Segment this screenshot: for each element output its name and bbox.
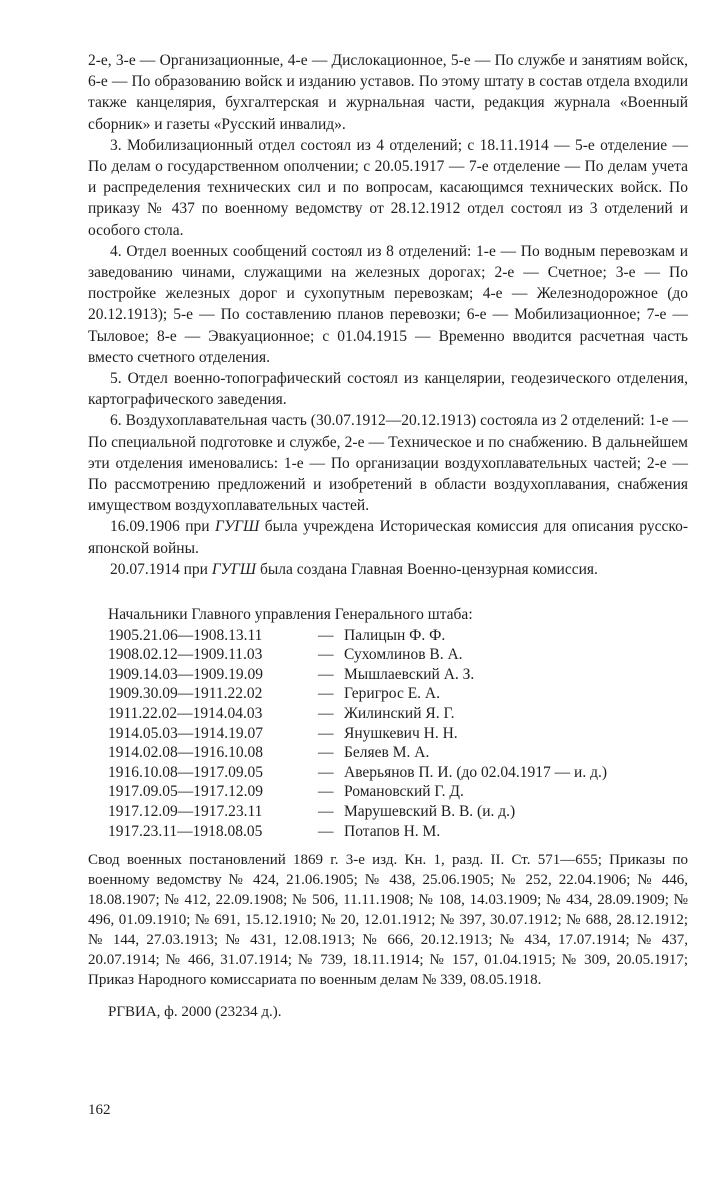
chief-dash: — [318, 685, 334, 703]
chief-row [108, 724, 668, 744]
chief-dates: 1917.12.09—1917.23.11 [108, 802, 263, 820]
chief-dates: 1914.05.03—1914.19.07 [108, 724, 263, 742]
chief-dash: — [318, 822, 334, 840]
chief-dates: 1914.02.08—1916.10.08 [108, 744, 263, 762]
chief-dash: — [318, 646, 334, 664]
chiefs-list [108, 605, 668, 841]
chief-name: Янушкевич Н. Н. [344, 724, 458, 742]
chief-dates: 1911.22.02—1914.04.03 [108, 704, 263, 722]
chief-row [108, 626, 668, 646]
chief-dash: — [318, 744, 334, 762]
paragraph-continuation: 2-е, 3-е — Организационные, 4-е — Дислокационное, 5-е — По службе и занятиям войск, 6-е — По образованию войск и изданию уставов. По этому штату в состав отдела входили также канцелярия, бухгалтерская и журнальная части, редакция журнала «Военный сборник» и газеты «Русский инвалид». [88, 52, 688, 133]
chief-row [108, 665, 668, 685]
chief-row [108, 782, 668, 802]
chief-row [108, 684, 668, 704]
chief-name: Геригрос Е. А. [344, 685, 440, 703]
chief-name: Палицын Ф. Ф. [344, 626, 446, 644]
chief-name: Аверьянов П. И. (до 02.04.1917 — и. д.) [344, 763, 608, 781]
chief-row [108, 645, 668, 665]
chief-dash: — [318, 783, 334, 801]
chief-dates: 1916.10.08—1917.09.05 [108, 763, 263, 781]
paragraph-historical-commission: 16.09.1906 при ГУГШ была учреждена Историческая комиссия для описания русско-японской войны. [88, 518, 688, 557]
chief-row [108, 743, 668, 763]
chief-dash: — [318, 626, 334, 644]
paragraph-military-communications-dept: 4. Отдел военных сообщений состоял из 8 отделений: 1-е — По водным перевозкам и заведованию чинами, служащими на железных дорогах; 2-е — Счетное; 3-е — По постройке железных дорог и сухопутным перевозкам; 4-е — Железнодорожное (до 20.12.1913); 5-е — По составлению планов перевозки; 6-е — Мобилизационное; 7-е — Тыловое; 8-е — Эвакуационное; с 01.04.1915 — Временно вводится расчетная часть вместо счетного отделения. [88, 242, 688, 366]
chief-dash: — [318, 763, 334, 781]
chief-name: Жилинский Я. Г. [344, 704, 455, 722]
chief-name: Беляев М. А. [344, 744, 430, 762]
chief-dash: — [318, 802, 334, 820]
chief-dash: — [318, 704, 334, 722]
chief-row [108, 802, 668, 822]
chief-dates: 1905.21.06—1908.13.11 [108, 626, 263, 644]
chief-dash: — [318, 665, 334, 683]
chief-dates: 1909.14.03—1909.19.09 [108, 665, 263, 683]
archive-reference: РГВИА, ф. 2000 (23234 д.). [108, 1004, 282, 1020]
page-number: 162 [88, 1102, 111, 1118]
chief-dates: 1908.02.12—1909.11.03 [108, 646, 263, 664]
paragraph-topographic-dept: 5. Отдел военно-топографический состоял из канцелярии, геодезического отделения, картографического заведения. [88, 370, 688, 409]
chief-name: Марушевский В. В. (и. д.) [344, 802, 516, 820]
chief-name: Сухомлинов В. А. [344, 646, 463, 664]
chief-row [108, 763, 668, 783]
chiefs-list-title: Начальники Главного управления Генерального штаба: [108, 606, 473, 623]
chief-dates: 1917.23.11—1918.08.05 [108, 822, 263, 840]
chief-dates: 1917.09.05—1917.12.09 [108, 783, 263, 801]
body-text [88, 50, 688, 580]
chief-dash: — [318, 724, 334, 742]
sources-block [88, 850, 688, 1022]
chief-name: Мышлаевский А. З. [344, 665, 475, 683]
paragraph-censorship-commission: 20.07.1914 при ГУГШ была создана Главная Военно-цензурная комиссия. [110, 560, 598, 578]
chiefs-list-rows [108, 626, 668, 842]
chief-row [108, 822, 668, 842]
chief-row [108, 704, 668, 724]
chief-name: Потапов Н. М. [344, 822, 441, 840]
paragraph-mobilization-dept: 3. Мобилизационный отдел состоял из 4 отделений; с 18.11.1914 — 5-е отделение — По делам о государственном ополчении; с 20.05.1917 — 7-е отделение — По делам учета и распределения технических сил и по вопросам, касающимся технических войск. По приказу № 437 по военному ведомству от 28.12.1912 отдел состоял из 3 отделений и особого стола. [88, 136, 688, 239]
sources-text: Свод военных постановлений 1869 г. 3-е изд. Кн. 1, разд. II. Ст. 571—655; Приказы по военному ведомству № 424, 21.06.1905; № 438, 25.06.1905; № 252, 22.04.1906; № 446, 18.08.1907; № 412, 22.09.1908; № 506, 11.11.1908; № 108, 14.03.1909; № 434, 28.09.1909; № 496, 01.09.1910; № 691, 15.12.1910; № 20, 12.01.1912; № 397, 30.07.1912; № 688, 28.12.1912; № 144, 27.03.1913; № 431, 12.08.1913; № 666, 20.12.1913; № 434, 17.07.1914; № 437, 20.07.1914; № 466, 31.07.1914; № 739, 18.11.1914; № 157, 01.04.1915; № 309, 20.05.1917; Приказ Народного комиссариата по военным делам № 339, 08.05.1918. [88, 852, 688, 988]
chief-dates: 1909.30.09—1911.22.02 [108, 685, 263, 703]
chief-name: Романовский Г. Д. [344, 783, 464, 801]
paragraph-aeronautics-unit: 6. Воздухоплавательная часть (30.07.1912—20.12.1913) состояла из 2 отделений: 1-е — По специальной подготовке и службе, 2-е — Техническое и по снабжению. В дальнейшем эти отделения именовались: 1-е — По организации воздухоплавательных частей; 2-е — По рассмотрению предложений и изобретений в области воздухоплавания, снабжения имуществом воздухоплавательных частей. [88, 412, 688, 515]
